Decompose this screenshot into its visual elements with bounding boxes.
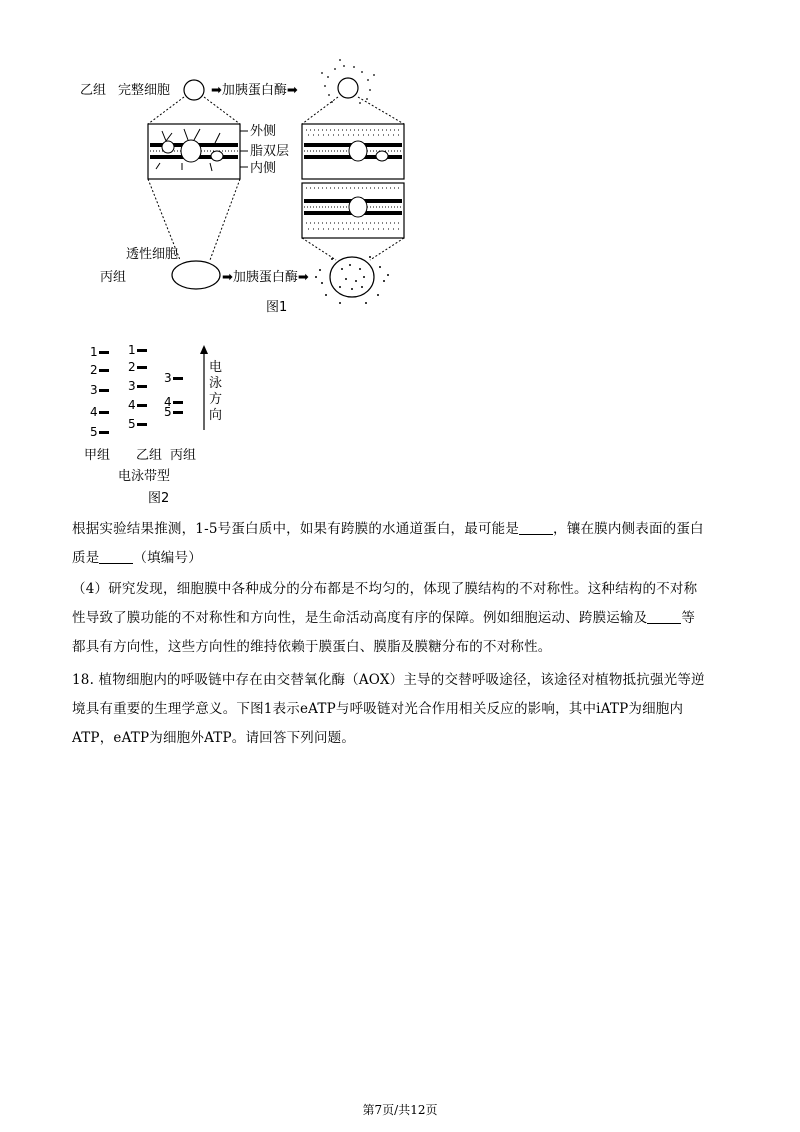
band-label: 5 [90, 425, 98, 439]
direction-char-4: 向 [209, 408, 223, 423]
band-mark [99, 411, 109, 414]
q3-line-1 [72, 515, 732, 544]
figure2-caption: 图2 [148, 491, 170, 506]
band-mark [137, 385, 147, 388]
band-label: 5 [128, 417, 136, 431]
band-mark [99, 369, 109, 372]
label-add-trypsin-bottom: ➡加胰蛋白酶➡ [222, 270, 309, 285]
permeable-cell-icon [172, 261, 220, 289]
band-mark [137, 404, 147, 407]
figure2-xlabel: 电泳带型 [118, 469, 171, 484]
answer-blank-2[interactable] [99, 549, 133, 564]
q3-text-d: （填编号） [133, 550, 202, 566]
band-mark [173, 377, 183, 380]
label-bilayer: 脂双层 [250, 144, 290, 159]
q4-line-2 [72, 604, 732, 633]
membrane-box-permeable-trypsin [302, 183, 404, 238]
q3-text-a: 根据实验结果推测，1-5号蛋白质中，如果有跨膜的水通道蛋白，最可能是 [72, 521, 520, 537]
q18-line-1: 18. 植物细胞内的呼吸链中存在由交替氧化酶（AOX）主导的交替呼吸途径，该途径对植物抵抗强光等逆 [72, 672, 705, 688]
band-label: 5 [164, 405, 172, 419]
band-mark [173, 411, 183, 414]
band-mark [137, 366, 147, 369]
band-mark [137, 423, 147, 426]
label-add-trypsin-top: ➡加胰蛋白酶➡ [211, 83, 298, 98]
direction-char-2: 泳 [209, 376, 223, 391]
q3-text-b: ，镶在膜内侧表面的蛋白 [553, 521, 704, 537]
q4-line-3: 都具有方向性，这些方向性的维持依赖于膜蛋白、膜脂及膜糖分布的不对称性。 [72, 639, 552, 655]
band-mark [173, 401, 183, 404]
page-footer: 第7页/共12页 [362, 1103, 438, 1117]
band-mark [99, 431, 109, 434]
band-label: 3 [90, 383, 98, 397]
answer-blank-3[interactable] [647, 609, 681, 624]
band-label: 1 [90, 345, 98, 359]
xlabel-group-b: 乙组 [136, 448, 163, 463]
band-lanes [90, 343, 183, 439]
xlabel-group-a: 甲组 [84, 448, 111, 463]
question-3-paragraph [72, 515, 732, 573]
xlabel-group-c: 丙组 [170, 448, 197, 463]
label-permeable-cell: 透性细胞 [126, 247, 179, 262]
treated-permeable-cell-icon [315, 256, 389, 304]
q18-line-2: 境具有重要的生理学意义。下图1表示eATP与呼吸链对光合作用相关反应的影响，其中iATP为细胞内 [72, 701, 684, 717]
band-mark [99, 351, 109, 354]
band-mark [99, 389, 109, 392]
question-4-paragraph [72, 575, 732, 662]
treated-intact-cell-icon [321, 59, 375, 104]
figure-2 [78, 340, 238, 510]
intact-cell-icon [184, 80, 204, 100]
q4-text-a: 性导致了膜功能的不对称性和方向性，是生命活动高度有序的保障。例如细胞运动、跨膜运输及 [72, 610, 648, 626]
band-label: 4 [90, 405, 98, 419]
answer-blank-1[interactable] [519, 520, 553, 535]
q4-line-1: （4）研究发现，细胞膜中各种成分的分布都是不均匀的，体现了膜结构的不对称性。这种结构的不对称 [72, 581, 698, 597]
figure-1 [70, 55, 410, 325]
question-18-paragraph [72, 666, 732, 753]
band-mark [137, 349, 147, 352]
label-group-b: 乙组 [80, 83, 107, 98]
band-label: 2 [90, 363, 98, 377]
label-group-c: 丙组 [100, 270, 127, 285]
q3-line-2 [72, 544, 732, 573]
band-label: 4 [164, 395, 172, 409]
label-outer: 外侧 [250, 124, 277, 139]
label-inner: 内侧 [250, 161, 277, 176]
band-label: 2 [128, 360, 136, 374]
direction-char-1: 电 [209, 360, 223, 375]
band-label: 1 [128, 343, 136, 357]
membrane-box-intact [148, 124, 240, 179]
q3-text-c: 质是 [72, 550, 100, 566]
figure1-caption: 图1 [266, 300, 288, 315]
q18-line-3: ATP，eATP为细胞外ATP。请回答下列问题。 [72, 730, 356, 746]
band-label: 3 [128, 379, 136, 393]
direction-char-3: 方 [209, 392, 223, 407]
label-intact-cell: 完整细胞 [118, 83, 171, 98]
direction-arrowhead [200, 345, 208, 354]
membrane-box-intact-trypsin [302, 124, 404, 179]
q4-text-b: 等 [681, 610, 696, 626]
band-label: 3 [164, 371, 172, 385]
band-label: 4 [128, 398, 136, 412]
